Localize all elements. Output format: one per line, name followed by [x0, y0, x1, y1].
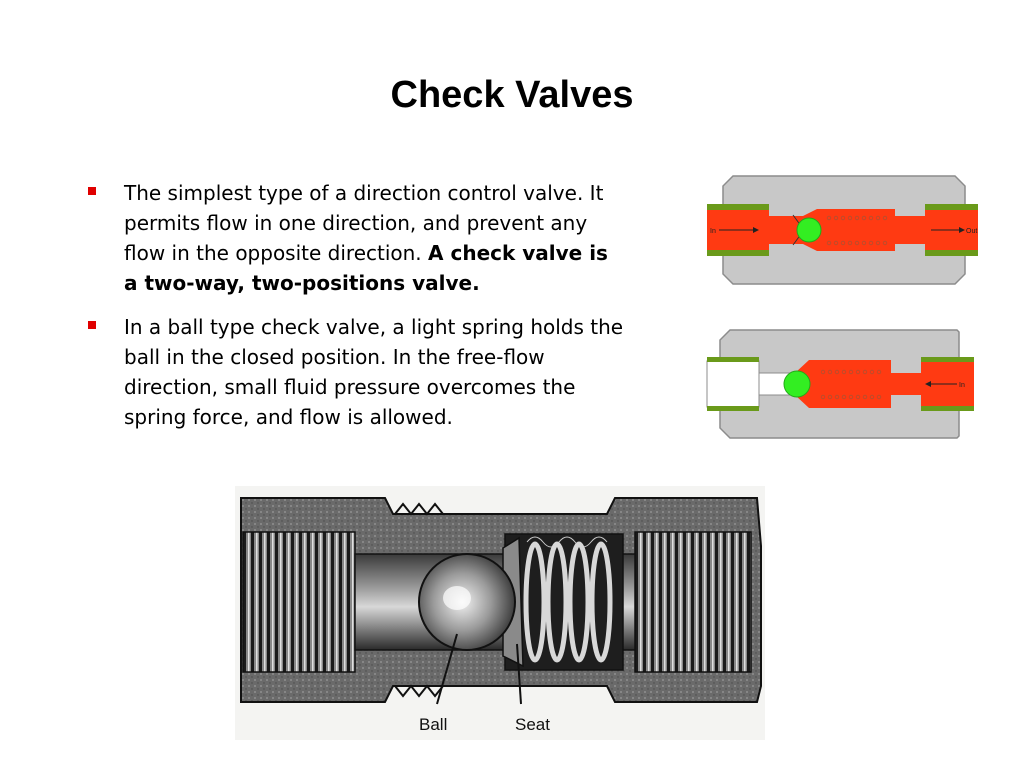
- bullet-marker-icon: [88, 187, 96, 195]
- slide-title: Check Valves: [390, 74, 634, 116]
- bullet-text-1: The simplest type of a direction control valve. It permits flow in one direction, and prevent any flow in the opposite direction.: [124, 181, 604, 265]
- ball-check-valve-cutaway-image: [235, 486, 765, 740]
- in-label: In: [959, 382, 965, 389]
- bullet-item-1: [88, 178, 628, 298]
- bullet-bold-text-1: A check valve is a two-way, two-positions valve.: [124, 241, 608, 295]
- bullet-list: [88, 178, 628, 446]
- in-label: In: [710, 228, 716, 235]
- seat-label: Seat: [515, 715, 550, 734]
- ball-label: Ball: [419, 715, 448, 734]
- bullet-item-2: [88, 312, 628, 432]
- check-valve-diagram-flow: [705, 174, 980, 286]
- bullet-text-2: In a ball type check valve, a light spring holds the ball in the closed position. In the free-flow direction, small fluid pressure overcomes the spring force, and flow is allowed.: [124, 315, 624, 429]
- check-valve-diagram-blocked: [705, 328, 980, 440]
- ball-icon: [784, 371, 810, 397]
- ball-icon: [797, 218, 821, 242]
- bullet-marker-icon: [88, 321, 96, 329]
- out-label: Out: [966, 228, 978, 235]
